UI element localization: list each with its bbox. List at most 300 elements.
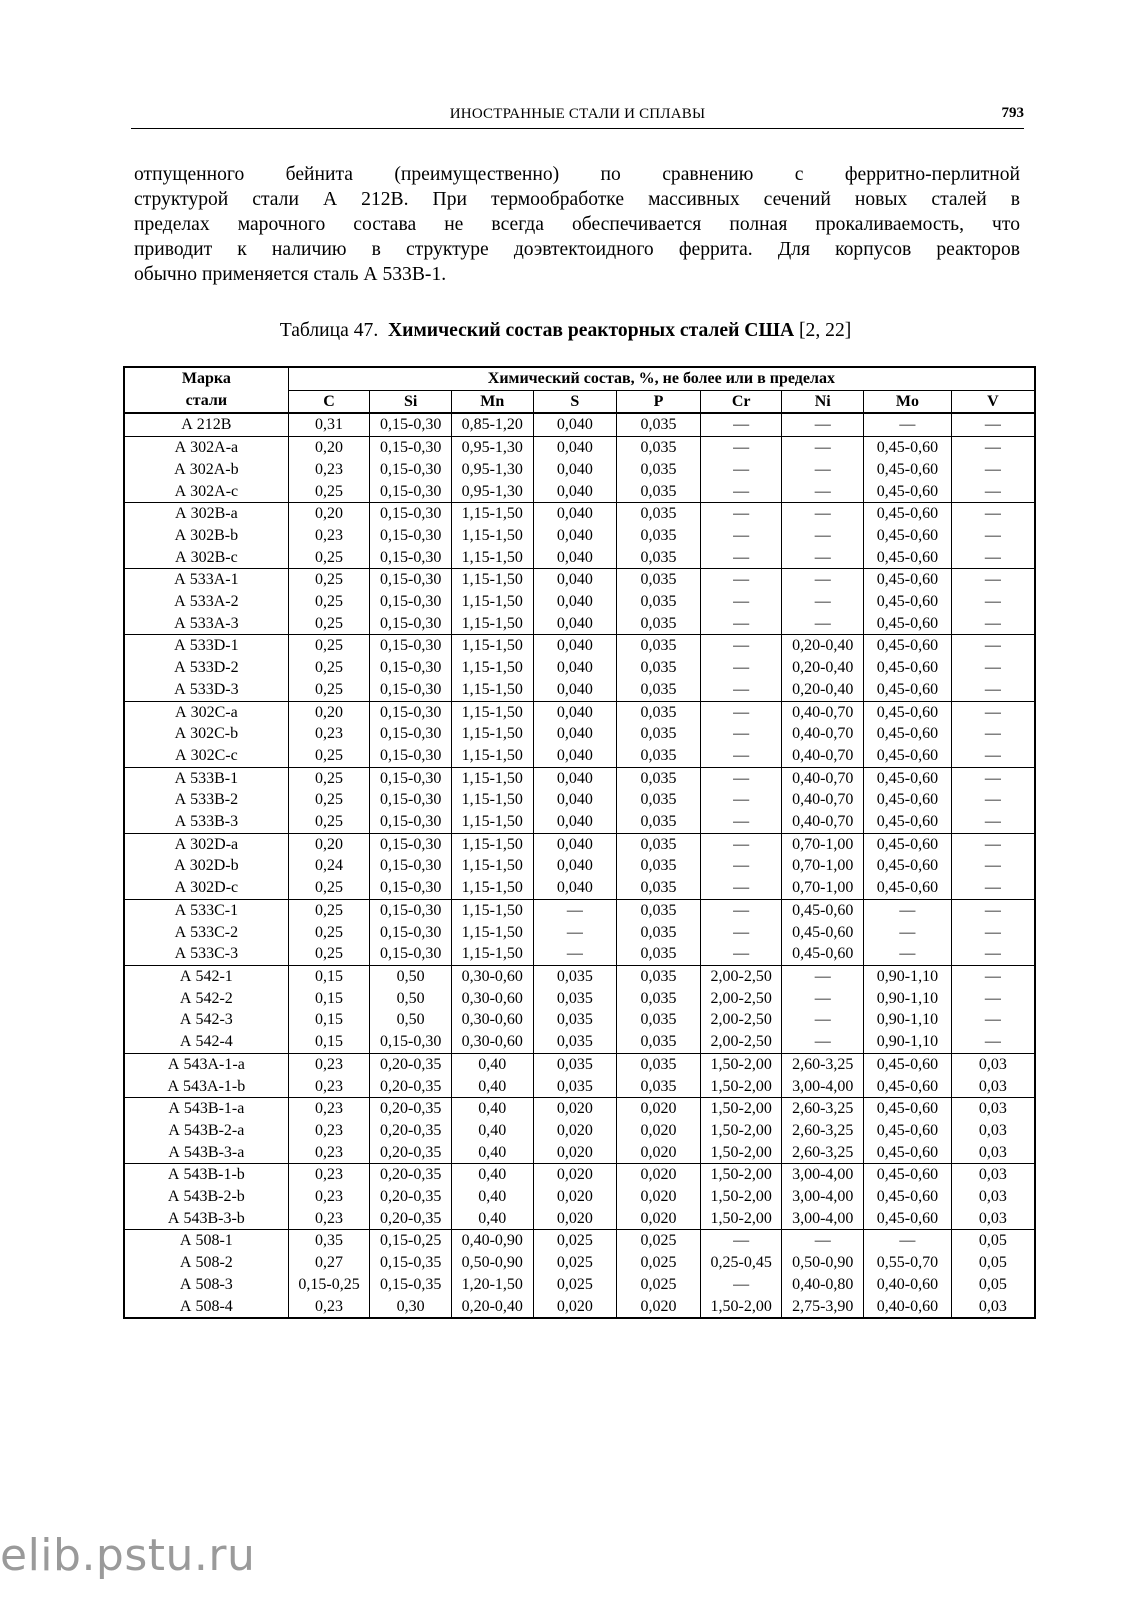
composition-cell: — — [951, 525, 1035, 547]
steel-grade-cell: А 533В-3 — [124, 811, 288, 833]
composition-cell: 0,45-0,60 — [864, 1186, 952, 1208]
composition-cell: 0,40 — [451, 1098, 533, 1120]
composition-cell: — — [782, 569, 864, 591]
table-row — [124, 1098, 1035, 1120]
steel-grade-cell: А 543В-3-b — [124, 1208, 288, 1230]
steel-grade-cell: А 542-4 — [124, 1031, 288, 1053]
steel-grade-cell: А 302D-а — [124, 833, 288, 855]
composition-cell: 0,020 — [617, 1120, 701, 1142]
composition-cell: 0,25 — [288, 679, 370, 701]
composition-cell: 0,035 — [617, 591, 701, 613]
composition-cell: 0,25 — [288, 877, 370, 899]
table-row — [124, 1296, 1035, 1319]
composition-cell: 0,040 — [533, 745, 617, 767]
composition-cell: 0,45-0,60 — [864, 1053, 952, 1075]
composition-cell: 1,15-1,50 — [451, 613, 533, 635]
steel-grade-cell: А 533D-2 — [124, 657, 288, 679]
composition-cell: 0,020 — [617, 1098, 701, 1120]
column-header: Mo — [864, 390, 952, 413]
steel-grade-cell: А 543А-1-b — [124, 1076, 288, 1098]
header-title: ИНОСТРАННЫЕ СТАЛИ И СПЛАВЫ — [449, 106, 706, 122]
composition-cell: 0,50-0,90 — [782, 1252, 864, 1274]
steel-grade-cell: А 302В-а — [124, 503, 288, 525]
composition-cell: 0,45-0,60 — [864, 1120, 952, 1142]
composition-cell: 0,23 — [288, 1120, 370, 1142]
composition-cell: 1,15-1,50 — [451, 877, 533, 899]
composition-cell: 1,15-1,50 — [451, 745, 533, 767]
composition-cell: 0,40-0,70 — [782, 701, 864, 723]
composition-cell: 0,20-0,35 — [370, 1053, 452, 1075]
composition-cell: 0,50-0,90 — [451, 1252, 533, 1274]
composition-cell: 0,15-0,30 — [370, 899, 452, 921]
composition-cell: 0,15-0,30 — [370, 459, 452, 481]
composition-cell: 0,020 — [533, 1208, 617, 1230]
composition-cell: 0,15-0,30 — [370, 745, 452, 767]
composition-cell: — — [951, 789, 1035, 811]
composition-cell: 3,00-4,00 — [782, 1076, 864, 1098]
composition-cell: 0,30 — [370, 1296, 452, 1319]
composition-group-header: Химический состав, %, не более или в пределах — [288, 367, 1035, 390]
composition-cell: 0,20-0,40 — [782, 657, 864, 679]
composition-cell: 0,05 — [951, 1274, 1035, 1296]
column-header: Si — [370, 390, 452, 413]
composition-cell: — — [700, 437, 782, 459]
steel-grade-cell: А 533А-1 — [124, 569, 288, 591]
composition-cell: 0,035 — [617, 413, 701, 436]
composition-cell: 0,020 — [617, 1208, 701, 1230]
table-row — [124, 943, 1035, 965]
composition-cell: 0,040 — [533, 437, 617, 459]
composition-cell: 0,035 — [617, 943, 701, 965]
composition-cell: 0,03 — [951, 1164, 1035, 1186]
composition-cell: 1,15-1,50 — [451, 811, 533, 833]
table-row — [124, 459, 1035, 481]
column-header: Cr — [700, 390, 782, 413]
column-header: Mn — [451, 390, 533, 413]
composition-cell: 0,15-0,30 — [370, 922, 452, 944]
composition-cell: 0,035 — [617, 437, 701, 459]
steel-grade-cell: А 543А-1-а — [124, 1053, 288, 1075]
composition-cell: 0,03 — [951, 1120, 1035, 1142]
steel-grade-cell: А 533В-2 — [124, 789, 288, 811]
composition-cell: 0,95-1,30 — [451, 481, 533, 503]
table-row — [124, 657, 1035, 679]
table-row — [124, 1076, 1035, 1098]
table-row — [124, 413, 1035, 436]
composition-cell: 0,040 — [533, 767, 617, 789]
steel-grade-cell: А 302С-а — [124, 701, 288, 723]
composition-cell: 0,23 — [288, 1164, 370, 1186]
composition-cell: 1,50-2,00 — [700, 1142, 782, 1164]
composition-cell: 0,50 — [370, 988, 452, 1010]
steel-grade-cell: А 533А-3 — [124, 613, 288, 635]
steel-grade-cell: А 302А-а — [124, 437, 288, 459]
composition-cell: 2,60-3,25 — [782, 1098, 864, 1120]
composition-cell: 1,15-1,50 — [451, 723, 533, 745]
composition-cell: 0,035 — [617, 877, 701, 899]
composition-cell: 0,25 — [288, 811, 370, 833]
paragraph-line: обычно применяется сталь А 533В-1. — [134, 264, 447, 285]
composition-cell: — — [951, 679, 1035, 701]
composition-cell: 0,45-0,60 — [864, 437, 952, 459]
composition-cell: 0,45-0,60 — [864, 635, 952, 657]
steel-grade-cell: А 302С-b — [124, 723, 288, 745]
composition-cell: 0,30-0,60 — [451, 988, 533, 1010]
composition-cell: 0,040 — [533, 657, 617, 679]
composition-cell: 0,035 — [617, 855, 701, 877]
steel-grade-cell: А 542-1 — [124, 965, 288, 987]
composition-cell: 0,45-0,60 — [864, 1164, 952, 1186]
composition-cell: 1,15-1,50 — [451, 657, 533, 679]
composition-cell: 0,24 — [288, 855, 370, 877]
composition-cell: 0,20 — [288, 833, 370, 855]
composition-cell: 0,15-0,30 — [370, 811, 452, 833]
composition-cell: 0,035 — [617, 789, 701, 811]
paragraph-line: структурой стали А 212В. При термообработке массивных сечений новых сталей в — [134, 189, 1020, 210]
composition-cell: 0,035 — [617, 1031, 701, 1053]
steel-grade-cell: А 508-1 — [124, 1230, 288, 1252]
composition-cell: 0,035 — [617, 459, 701, 481]
table-row — [124, 591, 1035, 613]
table-caption-label: Таблица 47. — [279, 320, 379, 341]
table-header-row — [124, 390, 1035, 413]
composition-cell: 0,15-0,35 — [370, 1274, 452, 1296]
composition-cell: 0,25 — [288, 767, 370, 789]
table-row — [124, 1142, 1035, 1164]
composition-cell: 0,20-0,35 — [370, 1142, 452, 1164]
steel-grade-cell: А 508-3 — [124, 1274, 288, 1296]
composition-cell: 0,25 — [288, 613, 370, 635]
composition-cell: 0,45-0,60 — [864, 613, 952, 635]
table-row — [124, 1009, 1035, 1031]
composition-cell: 0,25 — [288, 591, 370, 613]
composition-cell: 3,00-4,00 — [782, 1208, 864, 1230]
composition-cell: 0,20-0,35 — [370, 1098, 452, 1120]
composition-cell: 0,15-0,30 — [370, 569, 452, 591]
table-row — [124, 1186, 1035, 1208]
steel-grade-cell: А 533А-2 — [124, 591, 288, 613]
table-row — [124, 1252, 1035, 1274]
composition-cell: 0,40-0,60 — [864, 1296, 952, 1319]
composition-cell: 0,85-1,20 — [451, 413, 533, 436]
steel-grade-cell: А 543В-2-b — [124, 1186, 288, 1208]
composition-cell: 0,45-0,60 — [864, 503, 952, 525]
composition-cell: 0,040 — [533, 679, 617, 701]
column-header: S — [533, 390, 617, 413]
chemical-composition-table — [123, 366, 1036, 1319]
page-number: 793 — [1001, 105, 1024, 121]
composition-cell: 1,15-1,50 — [451, 635, 533, 657]
composition-cell: 0,15 — [288, 1009, 370, 1031]
composition-cell: 0,15-0,30 — [370, 767, 452, 789]
composition-cell: 1,15-1,50 — [451, 503, 533, 525]
composition-cell: 0,15-0,25 — [288, 1274, 370, 1296]
composition-cell: — — [700, 899, 782, 921]
composition-cell: — — [864, 943, 952, 965]
composition-cell: 0,55-0,70 — [864, 1252, 952, 1274]
composition-cell: 0,23 — [288, 1208, 370, 1230]
composition-cell: — — [700, 811, 782, 833]
composition-cell: 0,70-1,00 — [782, 877, 864, 899]
table-row — [124, 833, 1035, 855]
composition-cell: 0,95-1,30 — [451, 437, 533, 459]
steel-grade-cell: А 508-2 — [124, 1252, 288, 1274]
table-row — [124, 1164, 1035, 1186]
composition-cell: 0,50 — [370, 965, 452, 987]
composition-cell: 0,25 — [288, 789, 370, 811]
steel-grade-cell: А 533С-1 — [124, 899, 288, 921]
composition-cell: 0,90-1,10 — [864, 1031, 952, 1053]
composition-cell: 0,035 — [617, 899, 701, 921]
steel-grade-cell: А 302В-b — [124, 525, 288, 547]
composition-cell: 0,035 — [617, 1053, 701, 1075]
steel-grade-cell: А 302А-c — [124, 481, 288, 503]
composition-cell: 0,035 — [617, 723, 701, 745]
table-row — [124, 745, 1035, 767]
composition-cell: 0,23 — [288, 1142, 370, 1164]
table-row — [124, 789, 1035, 811]
composition-cell: — — [700, 855, 782, 877]
composition-cell: 0,05 — [951, 1252, 1035, 1274]
composition-cell: — — [700, 413, 782, 436]
composition-cell: 0,45-0,60 — [864, 1098, 952, 1120]
composition-cell: — — [700, 679, 782, 701]
composition-cell: 0,040 — [533, 525, 617, 547]
composition-cell: 0,45-0,60 — [864, 811, 952, 833]
composition-cell: — — [951, 413, 1035, 436]
composition-cell: 1,15-1,50 — [451, 833, 533, 855]
composition-cell: 0,45-0,60 — [864, 657, 952, 679]
composition-cell: 0,020 — [617, 1164, 701, 1186]
composition-cell: 0,45-0,60 — [864, 525, 952, 547]
composition-cell: 0,27 — [288, 1252, 370, 1274]
steel-grade-cell: А 542-3 — [124, 1009, 288, 1031]
composition-cell: — — [782, 1230, 864, 1252]
composition-cell: — — [951, 811, 1035, 833]
column-header: Ni — [782, 390, 864, 413]
composition-cell: — — [782, 413, 864, 436]
composition-cell: 1,15-1,50 — [451, 701, 533, 723]
composition-cell: — — [700, 635, 782, 657]
composition-cell: — — [782, 525, 864, 547]
composition-cell: 0,040 — [533, 855, 617, 877]
composition-cell: — — [951, 547, 1035, 569]
steel-grade-cell: А 543В-1-а — [124, 1098, 288, 1120]
composition-cell: 0,20-0,35 — [370, 1120, 452, 1142]
composition-cell: 0,25 — [288, 569, 370, 591]
composition-cell: — — [951, 899, 1035, 921]
table-row — [124, 877, 1035, 899]
table-row — [124, 767, 1035, 789]
composition-cell: 0,45-0,60 — [864, 877, 952, 899]
composition-cell: 1,50-2,00 — [700, 1186, 782, 1208]
composition-cell: 2,00-2,50 — [700, 965, 782, 987]
composition-cell: 0,040 — [533, 877, 617, 899]
composition-cell: — — [700, 833, 782, 855]
composition-cell: 0,45-0,60 — [864, 481, 952, 503]
composition-cell: 0,45-0,60 — [864, 547, 952, 569]
table-row — [124, 481, 1035, 503]
composition-cell: 0,30-0,60 — [451, 965, 533, 987]
steel-grade-cell: А 302D-c — [124, 877, 288, 899]
composition-cell: 0,040 — [533, 635, 617, 657]
composition-cell: 1,50-2,00 — [700, 1053, 782, 1075]
steel-grade-cell: А 302А-b — [124, 459, 288, 481]
composition-cell: 0,15-0,30 — [370, 481, 452, 503]
composition-cell: 0,025 — [617, 1230, 701, 1252]
composition-cell: 0,25 — [288, 481, 370, 503]
composition-cell: 0,40-0,70 — [782, 811, 864, 833]
composition-cell: 1,15-1,50 — [451, 855, 533, 877]
composition-cell: — — [700, 525, 782, 547]
composition-cell: 0,45-0,60 — [864, 745, 952, 767]
composition-cell: 0,040 — [533, 547, 617, 569]
composition-cell: 0,40 — [451, 1120, 533, 1142]
composition-cell: 0,03 — [951, 1053, 1035, 1075]
composition-cell: 0,45-0,60 — [782, 899, 864, 921]
composition-cell: — — [700, 569, 782, 591]
composition-cell: — — [951, 635, 1035, 657]
composition-cell: 1,15-1,50 — [451, 922, 533, 944]
table-row — [124, 1031, 1035, 1053]
composition-cell: 0,035 — [533, 1053, 617, 1075]
composition-cell: 0,035 — [617, 481, 701, 503]
composition-cell: 0,15-0,30 — [370, 943, 452, 965]
composition-cell: 0,03 — [951, 1296, 1035, 1319]
composition-cell: 0,035 — [617, 767, 701, 789]
composition-cell: 3,00-4,00 — [782, 1164, 864, 1186]
composition-cell: 0,040 — [533, 569, 617, 591]
composition-cell: — — [864, 899, 952, 921]
composition-cell: — — [700, 723, 782, 745]
composition-cell: 0,40-0,70 — [782, 745, 864, 767]
composition-cell: 0,040 — [533, 413, 617, 436]
composition-cell: — — [700, 701, 782, 723]
composition-cell: — — [951, 988, 1035, 1010]
composition-cell: 0,020 — [617, 1186, 701, 1208]
composition-cell: 0,040 — [533, 811, 617, 833]
table-row — [124, 569, 1035, 591]
composition-cell: 0,25 — [288, 745, 370, 767]
composition-cell: 0,020 — [533, 1120, 617, 1142]
composition-cell: 0,45-0,60 — [864, 723, 952, 745]
composition-cell: — — [864, 413, 952, 436]
composition-cell: 0,45-0,60 — [864, 679, 952, 701]
composition-cell: 0,15-0,30 — [370, 679, 452, 701]
composition-cell: — — [782, 1031, 864, 1053]
composition-cell: 0,035 — [617, 1009, 701, 1031]
table-row — [124, 635, 1035, 657]
composition-cell: — — [951, 745, 1035, 767]
table-caption — [0, 320, 1131, 342]
composition-cell: 0,15-0,30 — [370, 635, 452, 657]
composition-cell: — — [951, 657, 1035, 679]
composition-cell: 0,040 — [533, 481, 617, 503]
composition-cell: 0,40 — [451, 1076, 533, 1098]
composition-cell: 0,025 — [533, 1274, 617, 1296]
composition-cell: 1,50-2,00 — [700, 1098, 782, 1120]
composition-cell: 2,00-2,50 — [700, 988, 782, 1010]
composition-cell: 0,90-1,10 — [864, 1009, 952, 1031]
composition-cell: 1,15-1,50 — [451, 591, 533, 613]
composition-cell: — — [700, 547, 782, 569]
composition-cell: 0,035 — [617, 657, 701, 679]
composition-cell: 0,15-0,30 — [370, 723, 452, 745]
table-header-row — [124, 367, 1035, 390]
composition-cell: 0,23 — [288, 723, 370, 745]
composition-cell: 0,95-1,30 — [451, 459, 533, 481]
composition-cell: 0,15-0,30 — [370, 833, 452, 855]
composition-cell: 2,00-2,50 — [700, 1031, 782, 1053]
composition-cell: 0,40 — [451, 1164, 533, 1186]
composition-cell: 0,05 — [951, 1230, 1035, 1252]
composition-cell: 1,15-1,50 — [451, 899, 533, 921]
composition-cell: 0,45-0,60 — [864, 591, 952, 613]
paragraph-line: пределах марочного состава не всегда обеспечивается полная прокаливаемость, что — [134, 214, 1020, 235]
composition-cell: 0,15-0,30 — [370, 789, 452, 811]
steel-grade-cell: А 543В-1-b — [124, 1164, 288, 1186]
composition-cell: — — [700, 459, 782, 481]
composition-cell: — — [864, 1230, 952, 1252]
composition-cell: — — [782, 503, 864, 525]
composition-cell: 0,15 — [288, 988, 370, 1010]
composition-cell: 0,23 — [288, 1186, 370, 1208]
composition-cell: 0,70-1,00 — [782, 833, 864, 855]
composition-cell: — — [782, 547, 864, 569]
composition-cell: 2,00-2,50 — [700, 1009, 782, 1031]
column-header: V — [951, 390, 1035, 413]
composition-cell: 0,020 — [533, 1142, 617, 1164]
steel-grade-cell: А 533С-3 — [124, 943, 288, 965]
composition-cell: 0,15-0,30 — [370, 503, 452, 525]
composition-cell: 0,040 — [533, 833, 617, 855]
steel-grade-cell: А 542-2 — [124, 988, 288, 1010]
composition-cell: 0,035 — [617, 525, 701, 547]
composition-cell: 0,40 — [451, 1208, 533, 1230]
composition-cell: 0,15 — [288, 1031, 370, 1053]
composition-cell: 1,50-2,00 — [700, 1076, 782, 1098]
composition-cell: 1,50-2,00 — [700, 1208, 782, 1230]
composition-cell: 0,40-0,70 — [782, 723, 864, 745]
table-row — [124, 899, 1035, 921]
composition-cell: — — [700, 481, 782, 503]
composition-cell: — — [700, 613, 782, 635]
composition-cell: 0,035 — [533, 1031, 617, 1053]
composition-cell: — — [951, 437, 1035, 459]
composition-cell: 0,23 — [288, 1053, 370, 1075]
composition-cell: 0,040 — [533, 723, 617, 745]
composition-cell: 0,23 — [288, 525, 370, 547]
composition-cell: 0,20-0,40 — [451, 1296, 533, 1319]
composition-cell: 0,20 — [288, 503, 370, 525]
composition-cell: 0,40-0,70 — [782, 789, 864, 811]
composition-cell: 0,45-0,60 — [864, 855, 952, 877]
composition-cell: 0,20-0,35 — [370, 1208, 452, 1230]
table-row — [124, 679, 1035, 701]
composition-cell: 0,035 — [617, 988, 701, 1010]
composition-cell: — — [700, 922, 782, 944]
composition-cell: 0,15-0,30 — [370, 413, 452, 436]
composition-cell: 0,020 — [533, 1098, 617, 1120]
composition-cell: 0,23 — [288, 459, 370, 481]
composition-cell: — — [782, 591, 864, 613]
column-header: P — [617, 390, 701, 413]
composition-cell: 0,025 — [533, 1230, 617, 1252]
composition-cell: 0,90-1,10 — [864, 988, 952, 1010]
composition-cell: 2,75-3,90 — [782, 1296, 864, 1319]
composition-cell: 0,15-0,30 — [370, 855, 452, 877]
composition-cell: — — [951, 481, 1035, 503]
